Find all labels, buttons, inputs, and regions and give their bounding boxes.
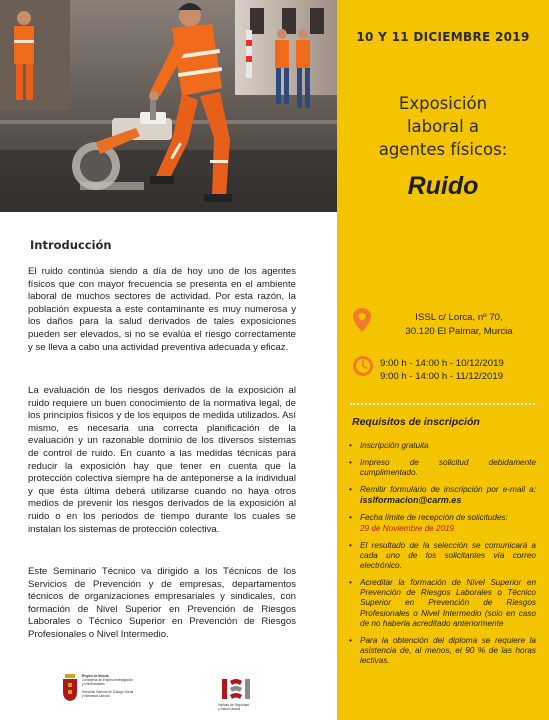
event-title-line: Exposición: [398, 94, 488, 113]
logo-text: Dirección General de Diálogo Social: [82, 690, 134, 694]
logo-text: Instituto de Seguridad: [218, 703, 250, 707]
requirement-text: Impreso de solicitud debidamente cumplimentado.: [360, 458, 536, 478]
map-pin-icon: [352, 307, 372, 338]
logo-text: y Bienestar Laboral: [82, 694, 110, 698]
requirement-text: Inscripción gratuita: [360, 441, 429, 450]
intro-paragraph: Este Seminario Técnico va dirigido a los Técnicos de los Servicios de Prevención y de empresas, departamentos técnicos de organizaciones empresariales y sindicales, con formación de Nivel Superior en Prevención de Riesgos Laborales o Técnico Superior en Prevención de Riesgos Profesionales o Nivel Intermedio.: [28, 566, 296, 640]
intro-paragraph: La evaluación de los riesgos derivados de la exposición al ruido requiere un buen conocimiento de la normativa legal, de los principios físicos y de los equipos de medida utilizados. Así mismo, es necesaria una correcta planificación de la evaluación y un razonable dominio de los diversos sistemas de control de ruido. En cuanto a las medidas técnicas para reducir la exposición hay que tener en cuenta que la protección colectiva siempre ha de anteponerse a la individual y que ésta última deberá utilizarse cuando no haya otros medios de prevenir los riesgos derivados de la exposición al ruido o en los periodos de tiempo durante los cuales se instalan los sistemas de protección colectiva.: [28, 385, 296, 535]
requirement-item: [348, 578, 536, 629]
schedule-line: 9:00 h - 14:00 h - 10/12/2019: [380, 358, 504, 369]
requirement-item: [348, 441, 536, 451]
deadline-date: 29 de Noviembre de 2019: [360, 523, 455, 533]
event-title: [337, 92, 549, 161]
issl-logo: [218, 676, 278, 716]
logo-text: Región de Murcia: [82, 674, 109, 678]
address-line: ISSL c/ Lorca, nº 70,: [415, 312, 503, 323]
event-title-line: agentes físicos:: [378, 140, 508, 159]
requirements-heading: Requisitos de inscripción: [352, 416, 480, 428]
coat-of-arms-icon: [62, 674, 78, 702]
region-murcia-logo: [62, 672, 182, 708]
dotted-divider: [350, 403, 535, 405]
logo-text: Consejería de Empleo,Investigación: [82, 678, 134, 682]
requirement-item: [348, 485, 536, 506]
address-line: 30.120 El Palmar, Murcia: [405, 326, 513, 337]
event-title-line: laboral a: [406, 117, 480, 136]
requirement-text: Acreditar la formación de Nivel Superior en Prevención de Riesgos Laborales o Técnico Superior en Prevención de Riesgos Profesionales o Nivel Intermedio (solo en caso de no haberla acreditado anteriormente: [360, 578, 536, 628]
requirement-text: El resultado de la selección se comunicará a cada uno de los solicitantes vía correo electrónico.: [360, 540, 536, 571]
email-link[interactable]: isslformacion@carm.es: [360, 495, 462, 506]
requirement-text: Para la obtención del diploma se requiere la asistencia de, al menos, el 90 % de las horas lectivas.: [360, 635, 536, 666]
clock-icon: [352, 355, 374, 382]
logo-text: y Universidades: [82, 682, 105, 686]
intro-heading: Introducción: [30, 238, 112, 252]
requirement-item: [348, 458, 536, 478]
event-date: 10 Y 11 DICIEMBRE 2019: [356, 30, 530, 44]
schedule-line: 9:00 h - 14:00 h - 11/12/2019: [380, 371, 504, 382]
logo-text: y Salud Laboral: [218, 707, 241, 711]
header-photo: [0, 0, 337, 212]
requirement-text: Fecha límite de recepción de solicitudes:: [360, 513, 508, 523]
issl-mark-icon: [220, 676, 252, 702]
requirements-list: [348, 441, 536, 673]
requirement-text: Remitir formulario de inscripción por e-mail a:: [360, 485, 536, 495]
event-subject: Ruido: [407, 172, 479, 200]
requirement-item: [348, 541, 536, 572]
intro-paragraph: El ruido continúa siendo a día de hoy uno de los agentes físicos que con mayor frecuencia se presenta en el ambiente laboral de muchos sectores de actividad. Por esta razón, la población expuesta a este contaminante es muy numerosa y los daños para la salud derivados de tales exposiciones pueden ser elevados, si no se evalúa el riesgo correctamente y se lleva a cabo una actividad preventiva adecuada y eficaz.: [28, 266, 296, 353]
requirement-item: [348, 636, 536, 667]
requirement-item: [348, 513, 536, 533]
venue-address: [380, 311, 538, 339]
venue-schedule: [380, 357, 538, 383]
